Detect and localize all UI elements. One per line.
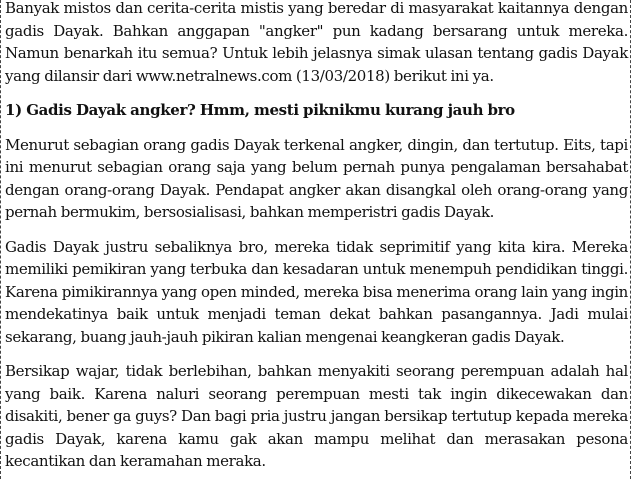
body-paragraph-3: Bersikap wajar, tidak berlebihan, bahkan menyakiti seorang perempuan adalah hal yang baik. Karena naluri seorang perempuan mesti tak ingin dikecewakan dan disakiti, bener ga guys? Dan bagi pria justru jangan bersikap tertutup kepada mereka gadis Dayak, karena kamu gak akan mampu melihat dan merasakan pesona kecantikan dan keramahan meraka. [5,362,628,470]
section-heading: 1) Gadis Dayak angker? Hmm, mesti piknikmu kurang jauh bro [5,101,515,119]
intro-paragraph: Banyak mistos dan cerita-cerita mistis yang beredar di masyarakat kaitannya dengan gadis Dayak. Bahkan anggapan "angker" pun kadang bersarang untuk mereka. Namun benarkah itu semua? Untuk lebih jelasnya simak ulasan tentang gadis Dayak yang dilansir dari www.netralnews.com (13/03/2018) berikut ini ya. [5,0,628,85]
body-paragraph-2: Gadis Dayak justru sebaliknya bro, mereka tidak seprimitif yang kita kira. Mereka memiliki pemikiran yang terbuka dan kesadaran untuk menempuh pendidikan tinggi. Karena pimikirannya yang open minded, mereka bisa menerima orang lain yang ingin mendekatinya baik untuk menjadi teman dekat bahkan pasangannya. Jadi mulai sekarang, buang jauh-jauh pikiran kalian mengenai keangkeran gadis Dayak. [5,237,628,346]
body-paragraph-1: Menurut sebagian orang gadis Dayak terkenal angker, dingin, dan tertutup. Eits, tapi ini menurut sebagian orang saja yang belum pernah punya pengalaman bersahabat dengan orang-orang Dayak. Pendapat angker akan disangkal oleh orang-orang yang pernah bermukim, bersosialisasi, bahkan memperistri gadis Dayak. [5,135,628,221]
